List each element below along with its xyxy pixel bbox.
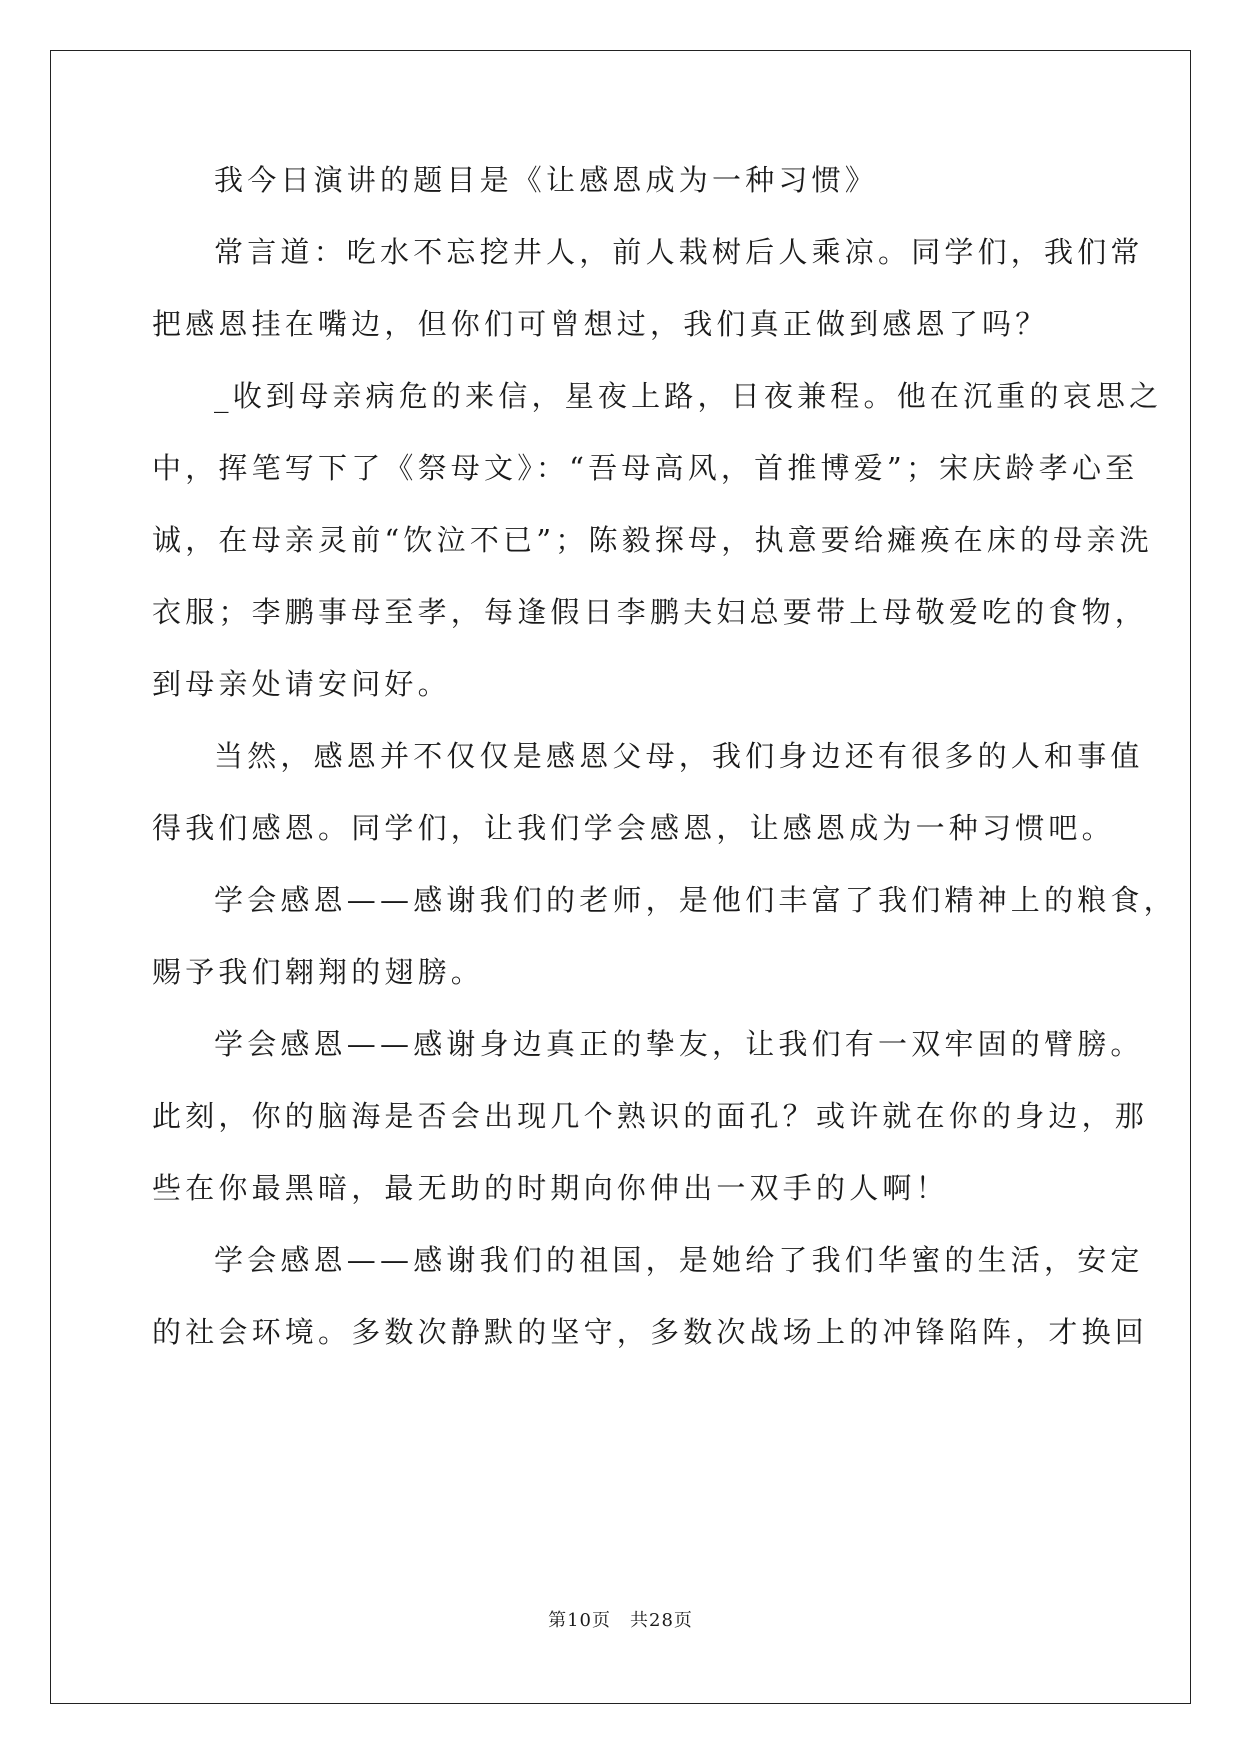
paragraph-line: 学会感恩——感谢我们的老师，是他们丰富了我们精神上的粮食， xyxy=(214,883,1177,917)
paragraph-line: 把感恩挂在嘴边，但你们可曾想过，我们真正做到感恩了吗？ xyxy=(152,307,1049,341)
paragraph-line: 到母亲处请安问好。 xyxy=(152,667,451,701)
paragraph-line: 此刻，你的脑海是否会出现几个熟识的面孔？或许就在你的身边，那 xyxy=(152,1099,1149,1133)
page-number: 第10页 共28页 xyxy=(548,1610,693,1631)
paragraph-line: 学会感恩——感谢我们的祖国，是她给了我们华蜜的生活，安定 xyxy=(214,1243,1144,1277)
paragraph-line: 衣服；李鹏事母至孝，每逢假日李鹏夫妇总要带上母敬爱吃的食物， xyxy=(152,595,1149,629)
paragraph-line: 诚，在母亲灵前“饮泣不已”；陈毅探母，执意要给瘫痪在床的母亲洗 xyxy=(152,523,1153,557)
page-border xyxy=(50,50,1191,1704)
paragraph-line: 常言道：吃水不忘挖井人，前人栽树后人乘凉。同学们，我们常 xyxy=(214,235,1144,269)
paragraph-line: 的社会环境。多数次静默的坚守，多数次战场上的冲锋陷阵，才换回 xyxy=(152,1315,1149,1349)
paragraph-line: 当然，感恩并不仅仅是感恩父母，我们身边还有很多的人和事值 xyxy=(214,739,1144,773)
paragraph-line: 我今日演讲的题目是《让感恩成为一种习惯》 xyxy=(214,163,879,197)
paragraph-line: 学会感恩——感谢身边真正的挚友，让我们有一双牢固的臂膀。 xyxy=(214,1027,1144,1061)
paragraph-line: 中，挥笔写下了《祭母文》：“吾母高风，首推博爱”；宋庆龄孝心至 xyxy=(152,451,1139,485)
paragraph-line: 些在你最黑暗，最无助的时期向你伸出一双手的人啊！ xyxy=(152,1171,949,1205)
paragraph-line: _收到母亲病危的来信，星夜上路，日夜兼程。他在沉重的哀思之 xyxy=(214,379,1163,413)
paragraph-line: 赐予我们翱翔的翅膀。 xyxy=(152,955,485,989)
paragraph-line: 得我们感恩。同学们，让我们学会感恩，让感恩成为一种习惯吧。 xyxy=(152,811,1115,845)
